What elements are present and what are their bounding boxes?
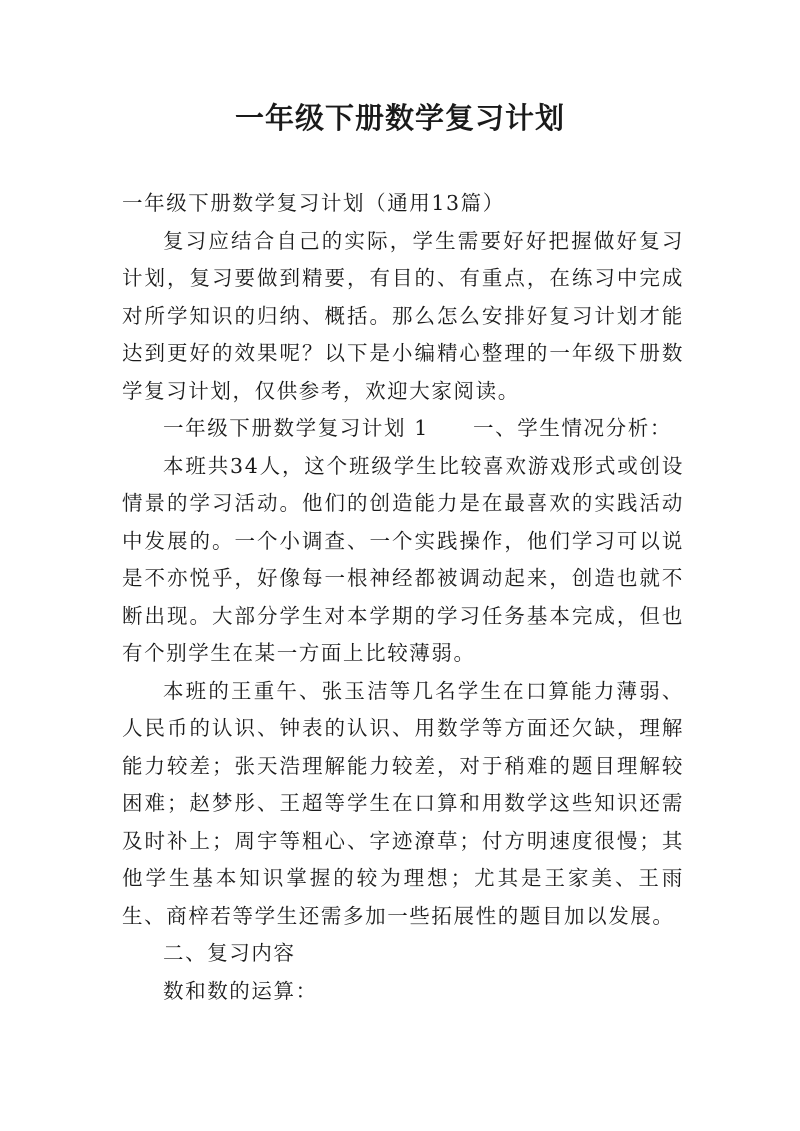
section-heading-review-content: 二、复习内容: [163, 941, 296, 965]
student-detail-paragraph: 本班的王重午、张玉洁等几名学生在口算能力薄弱、人民币的认识、钟表的认识、用数学等方面还欠缺，理解能力较差；张天浩理解能力较差，对于稍难的题目理解较困难；赵梦彤、王超等学生在口算和用数学这些知识还需及时补上；周宇等粗心、字迹潦草；付方明速度很慢；其他学生基本知识掌握的较为理想；尤其是王家美、王雨生、商梓若等学生还需多加一些拓展性的题目加以发展。: [122, 678, 684, 928]
section-heading-numbers: 数和数的运算：: [163, 978, 318, 1003]
intro-paragraph: 复习应结合自己的实际，学生需要好好把握做好复习计划，复习要做到精要，有目的、有重点，在练习中完成对所学知识的归纳、概括。那么怎么安排好复习计划才能达到更好的效果呢？以下是小编精心整理的一年级下册数学复习计划，仅供参考，欢迎大家阅读。: [122, 228, 684, 403]
student-analysis-paragraph: 本班共34人，这个班级学生比较喜欢游戏形式或创设情景的学习活动。他们的创造能力是在最喜欢的实践活动中发展的。一个小调查、一个实践操作，他们学习可以说是不亦悦乎，好像每一根神经都被调动起来，创造也就不断出现。大部分学生对本学期的学习任务基本完成，但也有个别学生在某一方面上比较薄弱。: [122, 453, 684, 665]
document-title: 一年级下册数学复习计划: [234, 101, 565, 135]
document-body: [122, 185, 684, 1010]
document-subtitle: 一年级下册数学复习计划（通用13篇）: [122, 191, 505, 215]
section-heading-plan-1: 一年级下册数学复习计划 1 一、学生情况分析：: [163, 416, 672, 440]
